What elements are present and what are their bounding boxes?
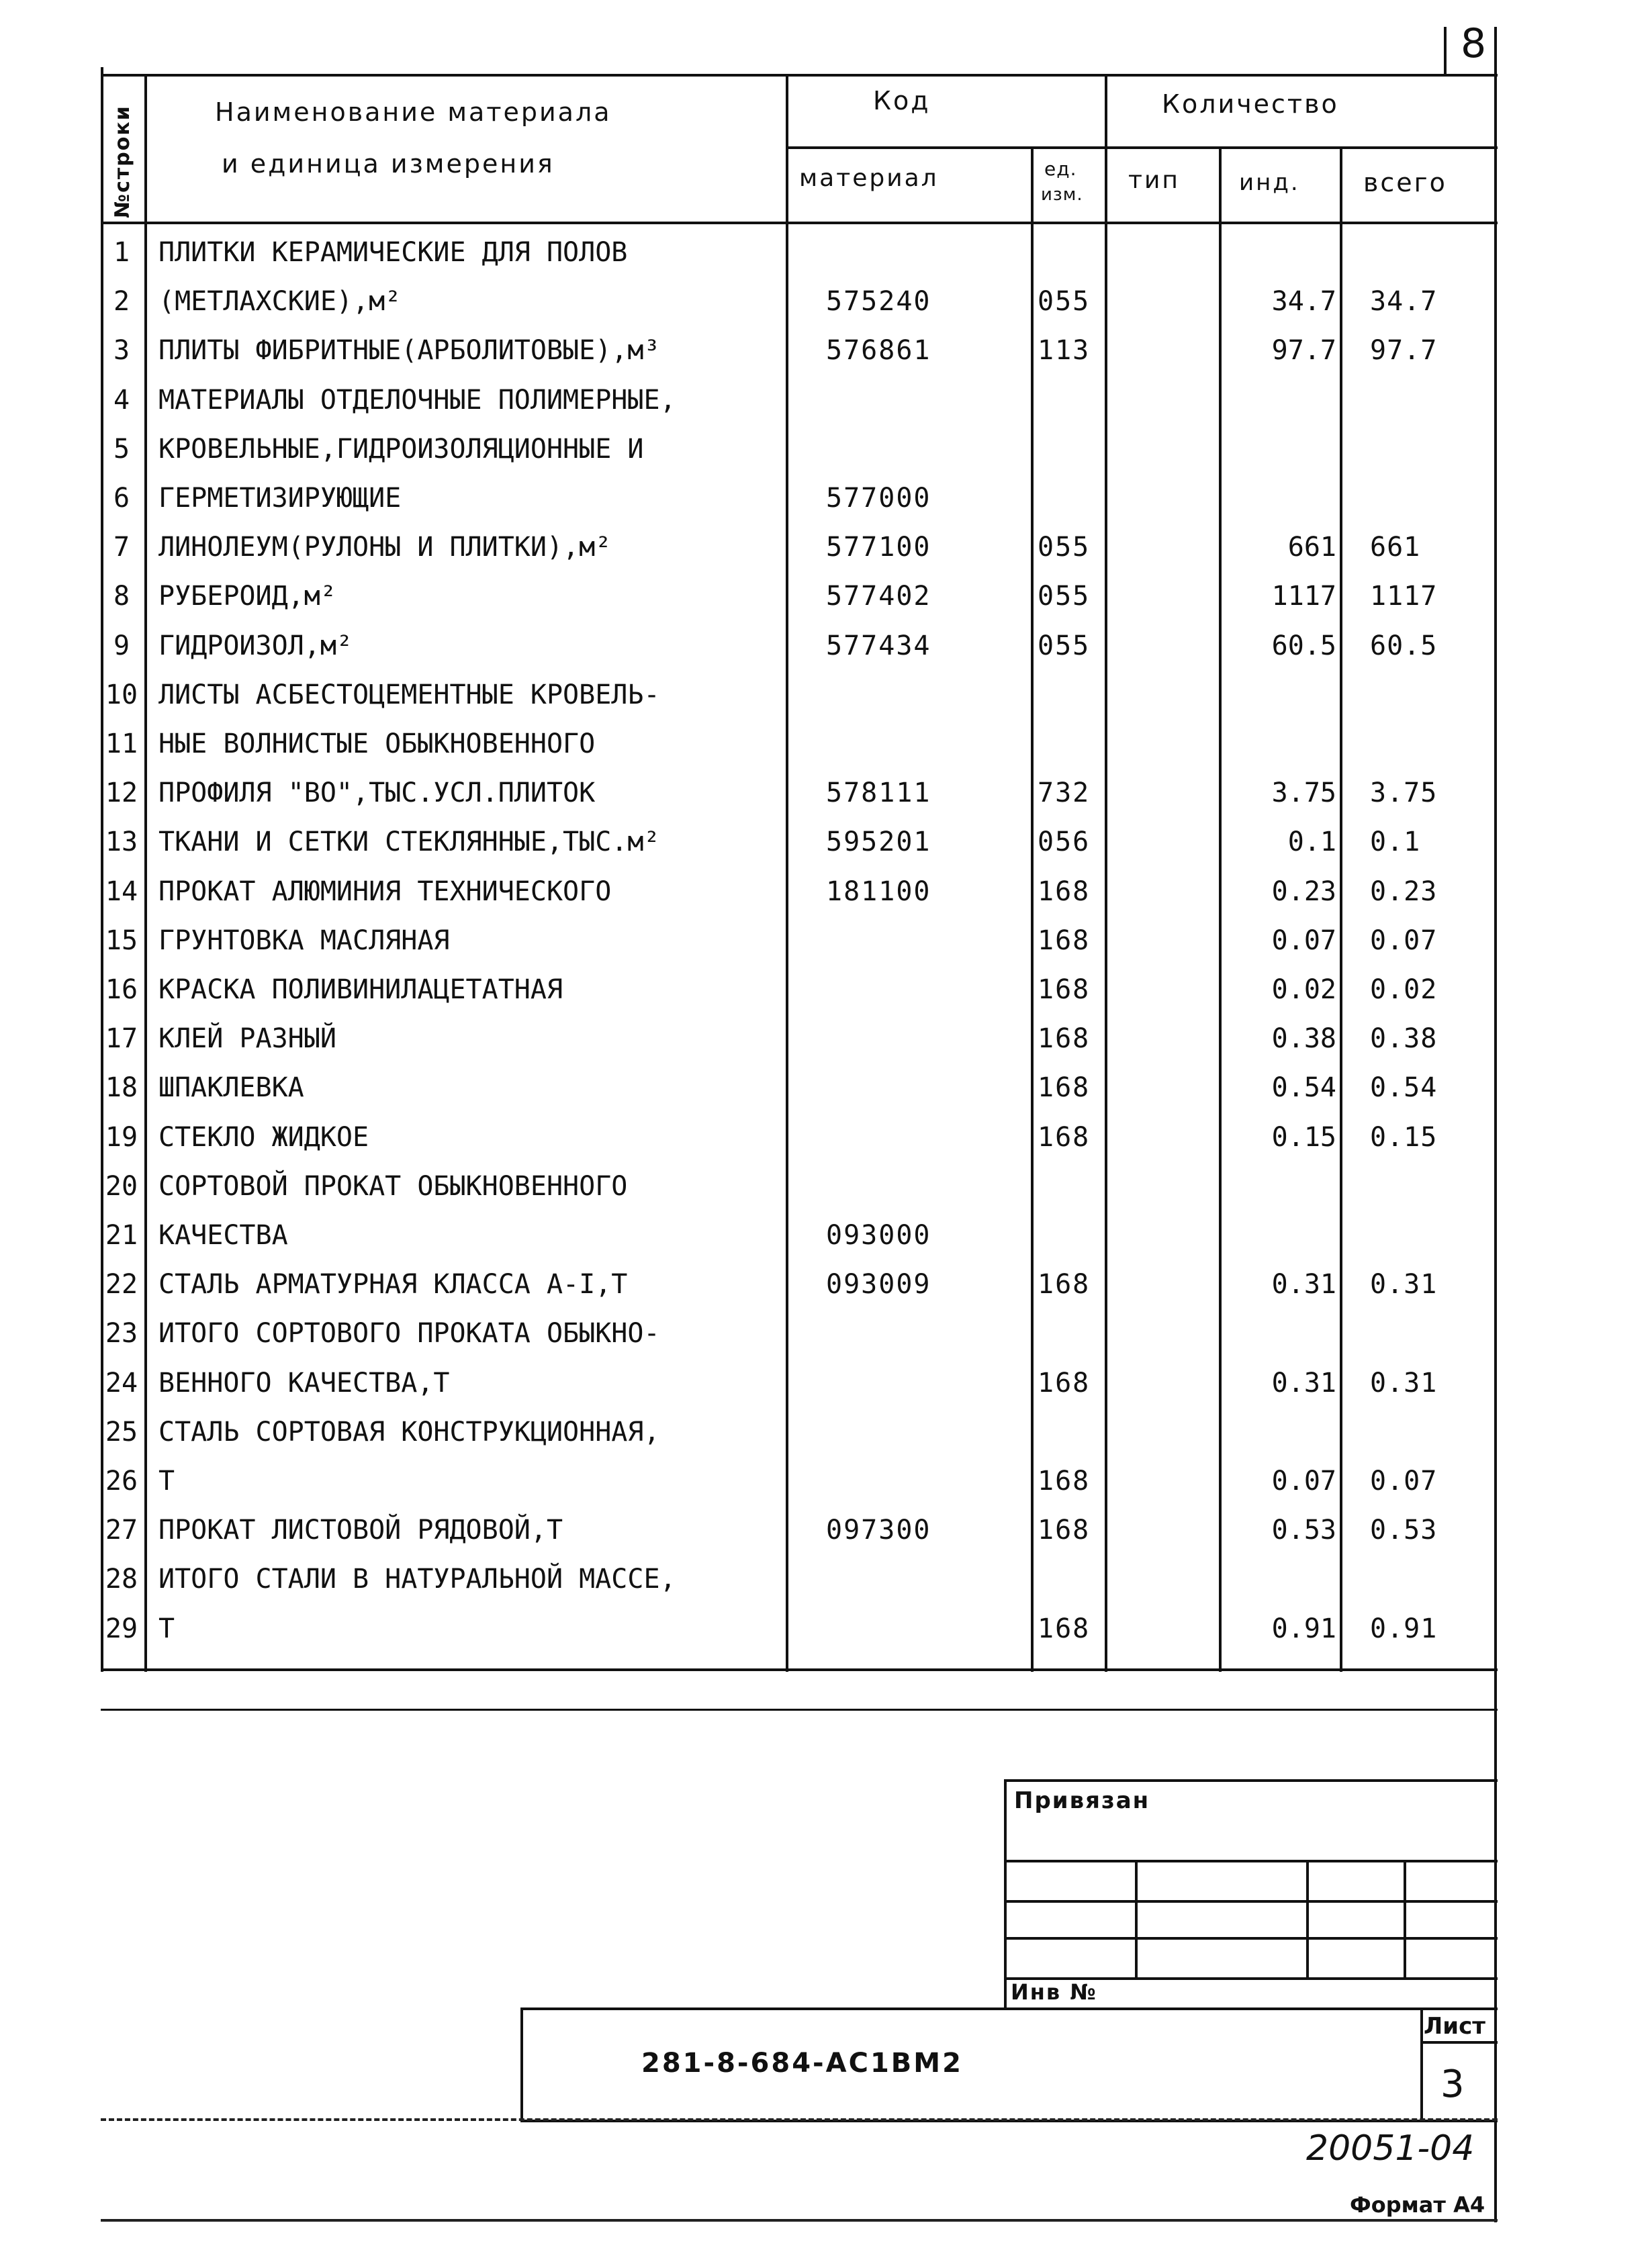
quantity-ind: 661: [1287, 532, 1336, 563]
material-name: СТАЛЬ АРМАТУРНАЯ КЛАССА А-I,Т: [158, 1269, 628, 1301]
row-number: 13: [105, 826, 138, 858]
row-number: 29: [105, 1613, 138, 1644]
table-row: [0, 671, 1504, 720]
quantity-total: 3.75: [1370, 777, 1438, 809]
table-row: [0, 1457, 1504, 1506]
row-number: 19: [105, 1121, 138, 1153]
unit-code: 168: [1038, 1367, 1091, 1399]
material-name: ПЛИТКИ КЕРАМИЧЕСКИЕ ДЛЯ ПОЛОВ: [158, 237, 628, 268]
quantity-total: 0.1: [1370, 826, 1421, 858]
unit-code: 056: [1038, 826, 1091, 858]
format-label: Формат А4: [1350, 2192, 1485, 2218]
table-row: [0, 1359, 1504, 1408]
unit-header-line1: ед.: [1044, 158, 1077, 180]
quantity-ind: 0.23: [1271, 876, 1336, 907]
table-row: [0, 425, 1504, 474]
quantity-ind: 3.75: [1271, 777, 1336, 809]
material-name: КРОВЕЛЬНЫЕ,ГИДРОИЗОЛЯЦИОННЫЕ И: [158, 433, 644, 465]
row-number: 3: [113, 335, 130, 367]
quantity-ind: 0.31: [1271, 1367, 1336, 1399]
table-row: [0, 1211, 1504, 1260]
table-row: [0, 769, 1504, 818]
row-number: 27: [105, 1515, 138, 1546]
quantity-ind: 0.02: [1271, 974, 1336, 1005]
quantity-total: 0.54: [1370, 1072, 1438, 1104]
ind-header: инд.: [1239, 169, 1300, 196]
page-number-divider: [1444, 27, 1447, 74]
quantity-ind: 34.7: [1271, 286, 1336, 318]
row-number: 8: [113, 581, 130, 612]
quantity-total: 0.31: [1370, 1269, 1438, 1301]
lower-separator: [101, 1709, 1498, 1711]
material-code: 577434: [826, 630, 931, 661]
row-number: 2: [113, 286, 130, 318]
attached-label: Привязан: [1014, 1787, 1150, 1814]
material-code: 097300: [826, 1515, 931, 1546]
material-name: ПРОКАТ ЛИСТОВОЙ РЯДОВОЙ,Т: [158, 1515, 563, 1546]
row-number: 9: [113, 630, 130, 661]
quantity-ind: 1117: [1271, 581, 1336, 612]
total-header: всего: [1363, 168, 1447, 197]
sheet-number: 3: [1440, 2063, 1465, 2106]
row-number: 7: [113, 532, 130, 563]
unit-code: 168: [1038, 1121, 1091, 1153]
quantity-ind: 0.15: [1271, 1121, 1336, 1153]
row-number: 21: [105, 1220, 138, 1251]
table-row: [0, 474, 1504, 523]
quantity-total: 60.5: [1370, 630, 1438, 661]
row-number: 1: [113, 237, 130, 268]
unit-code: 055: [1038, 630, 1091, 661]
material-name: СТЕКЛО ЖИДКОЕ: [158, 1121, 369, 1153]
row-number: 16: [105, 974, 138, 1005]
quantity-ind: 0.91: [1271, 1613, 1336, 1644]
row-number: 20: [105, 1170, 138, 1202]
quantity-ind: 0.31: [1271, 1269, 1336, 1301]
table-row: [0, 867, 1504, 916]
unit-code: 168: [1038, 974, 1091, 1005]
table-row: [0, 1408, 1504, 1457]
sheet-label: Лист: [1424, 2013, 1485, 2040]
material-name: Т: [158, 1466, 175, 1497]
material-code: 093000: [826, 1220, 931, 1251]
material-name: ШПАКЛЕВКА: [158, 1072, 304, 1104]
quantity-ind: 0.07: [1271, 925, 1336, 956]
material-code: 181100: [826, 876, 931, 907]
row-number: 28: [105, 1564, 138, 1595]
row-number: 14: [105, 876, 138, 907]
unit-code: 168: [1038, 1466, 1091, 1497]
row-number: 10: [105, 679, 138, 710]
inventory-number-label: Инв №: [1011, 1979, 1097, 2005]
unit-code: 168: [1038, 1613, 1091, 1644]
material-name: ЛИСТЫ АСБЕСТОЦЕМЕНТНЫЕ КРОВЕЛЬ-: [158, 679, 660, 710]
material-code: 575240: [826, 286, 931, 318]
table-row: [0, 818, 1504, 867]
quantity-total: 0.15: [1370, 1121, 1438, 1153]
material-name: РУБЕРОИД,м²: [158, 581, 336, 612]
code-material-header: материал: [799, 164, 939, 192]
unit-code: 168: [1038, 876, 1091, 907]
row-number: 4: [113, 384, 130, 416]
material-name: КРАСКА ПОЛИВИНИЛАЦЕТАТНАЯ: [158, 974, 563, 1005]
material-name: ПРОКАТ АЛЮМИНИЯ ТЕХНИЧЕСКОГО: [158, 876, 612, 907]
unit-code: 168: [1038, 1515, 1091, 1546]
quantity-total: 34.7: [1370, 286, 1438, 318]
quantity-total: 0.31: [1370, 1367, 1438, 1399]
table-row: [0, 916, 1504, 965]
material-code: 595201: [826, 826, 931, 858]
quantity-header: Количество: [1162, 89, 1339, 119]
name-header-line1: Наименование материала: [215, 97, 612, 127]
unit-code: 113: [1038, 335, 1091, 367]
table-row: [0, 572, 1504, 621]
row-number: 17: [105, 1023, 138, 1055]
quantity-total: 661: [1370, 532, 1421, 563]
document-code: 281-8-684-АС1ВМ2: [641, 2048, 963, 2079]
table-row: [0, 1014, 1504, 1064]
table-row: [0, 376, 1504, 425]
material-code: 577100: [826, 532, 931, 563]
table-row: [0, 1064, 1504, 1113]
quantity-ind: 0.1: [1287, 826, 1336, 858]
quantity-ind: 0.54: [1271, 1072, 1336, 1104]
row-number: 23: [105, 1318, 138, 1350]
unit-code: 055: [1038, 532, 1091, 563]
table-row: [0, 1260, 1504, 1309]
material-name: КЛЕЙ РАЗНЫЙ: [158, 1023, 336, 1055]
quantity-total: 0.07: [1370, 1466, 1438, 1497]
row-number: 18: [105, 1072, 138, 1104]
bottom-rule: [101, 2219, 1498, 2222]
row-number: 6: [113, 483, 130, 514]
table-row: [0, 1506, 1504, 1555]
quantity-ind: 0.53: [1271, 1515, 1336, 1546]
table-row: [0, 720, 1504, 769]
table-row: [0, 1555, 1504, 1604]
quantity-ind: 0.38: [1271, 1023, 1336, 1055]
quantity-total: 0.07: [1370, 925, 1438, 956]
unit-code: 168: [1038, 1023, 1091, 1055]
row-number: 12: [105, 777, 138, 809]
quantity-ind: 60.5: [1271, 630, 1336, 661]
row-number: 26: [105, 1466, 138, 1497]
table-row: [0, 228, 1504, 277]
material-name: МАТЕРИАЛЫ ОТДЕЛОЧНЫЕ ПОЛИМЕРНЫЕ,: [158, 384, 676, 416]
quantity-total: 97.7: [1370, 335, 1438, 367]
material-name: СОРТОВОЙ ПРОКАТ ОБЫКНОВЕННОГО: [158, 1170, 628, 1202]
material-code: 577000: [826, 483, 931, 514]
table-row: [0, 326, 1504, 375]
quantity-total: 0.38: [1370, 1023, 1438, 1055]
quantity-total: 0.23: [1370, 876, 1438, 907]
table-row: [0, 1309, 1504, 1358]
header-bottom-border: [101, 222, 1498, 224]
row-number: 5: [113, 433, 130, 465]
row-number: 24: [105, 1367, 138, 1399]
page-number: 8: [1461, 20, 1487, 67]
table-row: [0, 1605, 1504, 1654]
material-name: НЫЕ ВОЛНИСТЫЕ ОБЫКНОВЕННОГО: [158, 728, 596, 759]
subheader-line: [786, 146, 1498, 149]
unit-code: 732: [1038, 777, 1091, 809]
unit-header-line2: изм.: [1041, 185, 1083, 205]
material-name: ГЕРМЕТИЗИРУЮЩИЕ: [158, 483, 402, 514]
archive-number: 20051-04: [1306, 2128, 1475, 2169]
material-name: (МЕТЛАХСКИЕ),м²: [158, 286, 402, 318]
row-number: 22: [105, 1269, 138, 1301]
material-code: 578111: [826, 777, 931, 809]
material-name: ПРОФИЛЯ "ВО",ТЫС.УСЛ.ПЛИТОК: [158, 777, 596, 809]
material-name: ГРУНТОВКА МАСЛЯНАЯ: [158, 925, 450, 956]
material-name: ТКАНИ И СЕТКИ СТЕКЛЯННЫЕ,ТЫС.м²: [158, 826, 660, 858]
name-header-line2: и единица измерения: [222, 149, 555, 179]
row-number: 15: [105, 925, 138, 956]
unit-code: 055: [1038, 286, 1091, 318]
material-name: ИТОГО СТАЛИ В НАТУРАЛЬНОЙ МАССЕ,: [158, 1564, 676, 1595]
table-row: [0, 622, 1504, 671]
unit-code: 168: [1038, 1072, 1091, 1104]
material-code: 577402: [826, 581, 931, 612]
material-name: КАЧЕСТВА: [158, 1220, 288, 1251]
quantity-total: 0.91: [1370, 1613, 1438, 1644]
material-code: 576861: [826, 335, 931, 367]
quantity-ind: 0.07: [1271, 1466, 1336, 1497]
unit-code: 168: [1038, 1269, 1091, 1301]
table-row: [0, 965, 1504, 1014]
dashed-rule: [101, 2118, 1498, 2121]
material-name: ПЛИТЫ ФИБРИТНЫЕ(АРБОЛИТОВЫЕ),м³: [158, 335, 660, 367]
material-name: ИТОГО СОРТОВОГО ПРОКАТА ОБЫКНО-: [158, 1318, 660, 1350]
quantity-total: 0.53: [1370, 1515, 1438, 1546]
table-row: [0, 1162, 1504, 1211]
row-number-header: №строки: [111, 105, 134, 218]
row-number: 25: [105, 1416, 138, 1448]
material-name: Т: [158, 1613, 175, 1644]
table-row: [0, 523, 1504, 572]
row-number: 11: [105, 728, 138, 759]
table-row: [0, 277, 1504, 326]
quantity-ind: 97.7: [1271, 335, 1336, 367]
material-name: ГИДРОИЗОЛ,м²: [158, 630, 353, 661]
material-name: ВЕННОГО КАЧЕСТВА,Т: [158, 1367, 450, 1399]
table-bottom-border: [101, 1668, 1498, 1671]
table-row: [0, 1113, 1504, 1162]
type-header: тип: [1128, 167, 1180, 194]
code-header: Код: [873, 86, 931, 115]
unit-code: 055: [1038, 581, 1091, 612]
material-name: ЛИНОЛЕУМ(РУЛОНЫ И ПЛИТКИ),м²: [158, 532, 612, 563]
table-top-border: [101, 74, 1498, 77]
unit-code: 168: [1038, 925, 1091, 956]
quantity-total: 0.02: [1370, 974, 1438, 1005]
quantity-total: 1117: [1370, 581, 1438, 612]
material-name: СТАЛЬ СОРТОВАЯ КОНСТРУКЦИОННАЯ,: [158, 1416, 660, 1448]
material-code: 093009: [826, 1269, 931, 1301]
